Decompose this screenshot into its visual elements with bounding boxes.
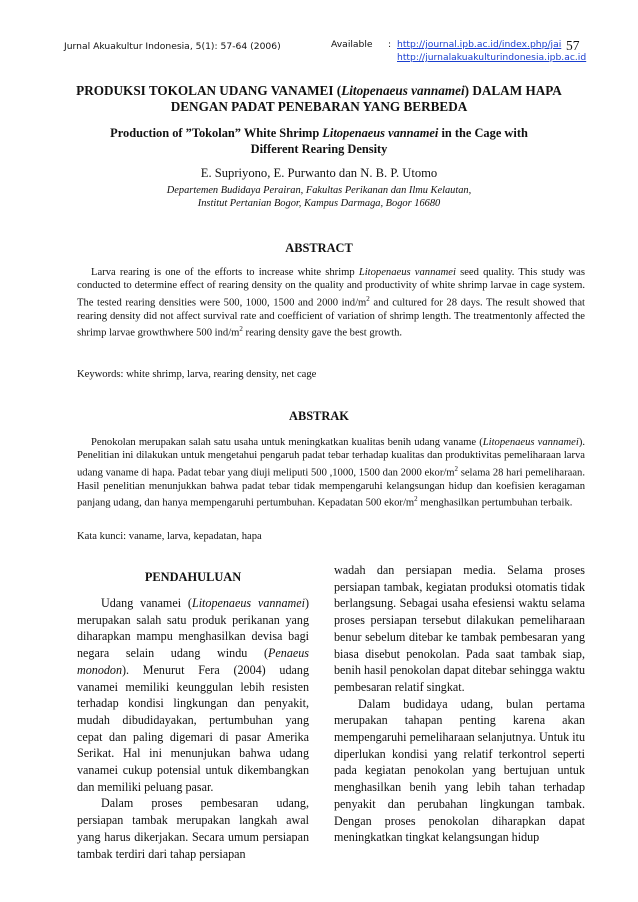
intro-text: Udang vanamei ( (101, 596, 192, 610)
intro-species: Penaeus monodon (77, 646, 309, 677)
superscript: 2 (414, 495, 418, 504)
paper-title (40, 83, 598, 115)
abstrak-heading: ABSTRAK (289, 409, 349, 423)
abstract-text: rearing density gave the best growth. (242, 327, 403, 339)
introduction-paragraph (77, 795, 309, 862)
introduction-heading: PENDAHULUAN (144, 570, 242, 584)
affiliation (40, 184, 598, 210)
intro-text: Dalam proses pembesaran udang, persiapan tambak merupakan langkah awal yang harus dikerjakan. Secara umum persiapan tambak terdiri dari tahap persiapan (77, 796, 309, 861)
english-title-text: Production of ”Tokolan” White Shrimp (110, 126, 323, 140)
title-text: ) DALAM HAPA (464, 83, 562, 98)
introduction-paragraph (77, 595, 309, 795)
abstrak-text: menghasilkan pertumbuhan terbaik. (417, 497, 573, 509)
journal-citation: Jurnal Akuakultur Indonesia, 5(1): 57-64 (2006) (64, 41, 281, 52)
intro-text: ) merupakan salah satu produk perikanan yang diharapkan mampu menghasilkan devisa bagi negara selain udang windu ( (77, 596, 310, 661)
abstract-keywords: Keywords: white shrimp, larva, rearing density, net cage (77, 369, 317, 380)
colon-separator: : (388, 39, 392, 50)
english-title-line1 (40, 126, 598, 142)
intro-text: ). Menurut Fera (2004) udang vanamei memiliki keunggulan lebih resisten terhadap kondisi lingkungan dan penyakit, mudah dibudidayakan, pertumbuhan yang cepat dan paling digemari di pasar Amerika Serikat. Hal ini menunjukan bahwa udang vanamei cukup potensial untuk dikembangkan dan memiliki peluang pasar. (77, 662, 309, 794)
introduction-paragraph: wadah dan persiapan media. Selama proses persiapan tambak, kegiatan produksi otomatis tidak berlangsung. Sebagai usaha efesiensi waktu selama proses persiapan tersebut dilakukan pemeliharaan benur sebelum ditebar ke tambak pembesaran yang biasa disebut penokolan. Pada saat tambak siap, benih hasil penokolan dapat ditebar sehingga waktu pembesaran relatif singkat. (334, 563, 585, 694)
intro-text: Dalam budidaya udang, bulan pertama merupakan tahapan penting karena akan mempengaruhi pemeliharaan selanjutnya. Untuk itu diperlukan kondisi yang relatif terkontrol seperti pada kegiatan penokolan yang bertujuan untuk menghasilkan benih yang lebih tahan terhadap penyakit dan perubahan lingkungan tambak. Dengan proses penokolan diharapkan dapat meningkatkan tingkat kelangsungan hidup (334, 696, 585, 845)
abstrak-text: selama 28 hari pemeliharaan. Hasil penelitian menunjukkan bahwa padat tebar tidak mempengaruhi kelangsungan hidup dan koefisien keragaman panjang udang, dan hanya mempengaruhi pertumbuhan. Kepadatan 500 ekor/m (77, 467, 585, 509)
introduction-right-column (334, 562, 585, 846)
abstract-heading: ABSTRACT (285, 241, 353, 255)
abstract-text: and cultured for 28 days. The result showed that rearing density did not affect survival rate and coefficient of variation of shrimp length. The treatmentonly affected the shrimp larvae growthwhere 500 ind/m (77, 297, 585, 339)
abstract-text: seed quality. This study was conducted to determine effect of rearing density on the quality and productivity of white shrimp larvae in cage system. The tested rearing densities were 500, 1000, 1500 and 2000 ind/m (77, 267, 585, 309)
english-title-line2: Different Rearing Density (250, 141, 388, 156)
title-text: PRODUKSI TOKOLAN UDANG VANAMEI ( (76, 83, 342, 98)
abstract-body (77, 266, 585, 340)
english-title (40, 126, 598, 157)
authors: E. Supriyono, E. Purwanto dan N. B. P. Utomo (200, 166, 438, 180)
page-number: 57 (566, 38, 580, 53)
introduction-left-column (77, 595, 309, 862)
available-label: Available (331, 39, 373, 50)
abstrak-text: Penokolan merupakan salah satu usaha untuk meningkatkan kualitas benih udang vaname ( (91, 437, 483, 448)
paper-title-line2: DENGAN PADAT PENEBARAN YANG BERBEDA (170, 99, 468, 114)
english-title-text: in the Cage with (438, 126, 528, 140)
superscript: 2 (366, 294, 370, 303)
abstrak-text: ). Penelitian ini dilakukan untuk mengetahui pengaruh padat tebar terhadap kualitas dan produktivitas pemeliharaan larva udang vaname di hapa. Padat tebar yang diuji meliputi 500 ,1000, 1500 dan 2000 ekor/m (77, 437, 586, 479)
introduction-paragraph (334, 696, 585, 846)
title-species: Litopenaeus vannamei (341, 83, 465, 98)
journal-url-link[interactable]: http://journal.ipb.ac.id/index.php/jai (397, 39, 562, 50)
journal-site-link[interactable]: http://jurnalakuakulturindonesia.ipb.ac.id (397, 52, 587, 63)
abstrak-keywords: Kata kunci: vaname, larva, kepadatan, hapa (77, 531, 262, 542)
abstrak-body (77, 436, 585, 510)
abstract-species: Litopenaeus vannamei (358, 267, 456, 278)
english-title-species: Litopenaeus vannamei (322, 126, 439, 140)
abstrak-species: Litopenaeus vannamei (482, 437, 579, 448)
affiliation-line1: Departemen Budidaya Perairan, Fakultas Perikanan dan Ilmu Kelautan, (166, 185, 472, 196)
intro-species: Litopenaeus vannamei (191, 596, 305, 610)
superscript: 2 (454, 464, 459, 473)
abstract-text: Larva rearing is one of the efforts to increase white shrimp (91, 267, 359, 278)
superscript: 2 (239, 325, 243, 334)
affiliation-line2: Institut Pertanian Bogor, Kampus Darmaga, Bogor 16680 (197, 198, 441, 209)
paper-title-line1 (40, 83, 598, 99)
